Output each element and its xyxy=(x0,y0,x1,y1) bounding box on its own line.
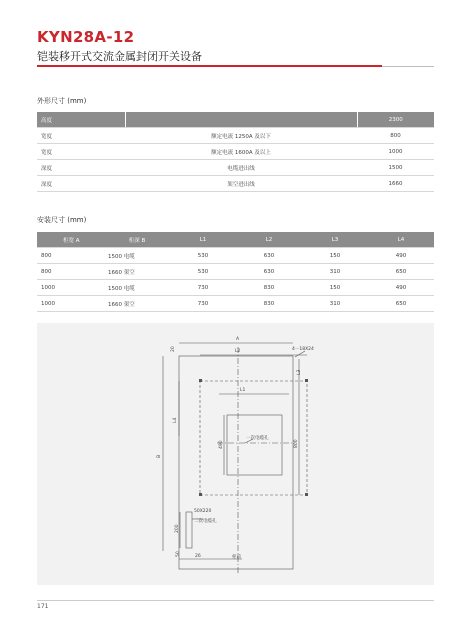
dimensions-header-row xyxy=(37,112,434,128)
footer-rule xyxy=(37,600,434,601)
mounting-hole xyxy=(199,379,202,382)
table-cell: 电缆进出线 xyxy=(125,160,357,176)
table-row xyxy=(37,264,434,280)
table-cell: 650 xyxy=(368,264,434,280)
drawing-label: L3 xyxy=(297,369,302,375)
mounting-hole xyxy=(305,493,308,496)
table-cell: 1500 xyxy=(357,160,434,176)
drawing-label: 50X220 xyxy=(194,509,212,514)
table-cell: 830 xyxy=(236,280,302,296)
drawing-label: 200 xyxy=(175,524,180,533)
table-cell: 1660 架空 xyxy=(104,296,170,312)
table-cell: 800 xyxy=(37,264,104,280)
table-cell: 490 xyxy=(368,280,434,296)
drawing-label: 490 xyxy=(219,440,224,449)
title-rule-extension xyxy=(382,66,434,67)
drawing-label: 50 xyxy=(176,551,181,557)
drawing-label: A xyxy=(236,337,240,342)
title-rule xyxy=(37,65,382,67)
table-cell: 630 xyxy=(236,264,302,280)
table-cell: 1660 架空 xyxy=(104,264,170,280)
drawing-label: L2 xyxy=(235,349,241,354)
table-cell: 150 xyxy=(302,248,368,264)
mounting-hole xyxy=(305,379,308,382)
table-cell: 额定电流 1250A 及以下 xyxy=(125,128,357,144)
table-cell: 800 xyxy=(357,128,434,144)
table-row xyxy=(37,176,434,192)
drawing-label: 4－18X24 xyxy=(292,347,314,352)
header-cell: 柜宽 A xyxy=(37,232,104,248)
drawing-label: B xyxy=(157,454,162,458)
table-cell: 630 xyxy=(236,248,302,264)
table-cell: 额定电流 1600A 及以上 xyxy=(125,144,357,160)
dimensions-table xyxy=(37,112,434,192)
table-cell: 730 xyxy=(170,280,236,296)
table-cell: 架空进出线 xyxy=(125,176,357,192)
table-cell: 1000 xyxy=(37,296,104,312)
drawing-label: 20 xyxy=(171,346,176,352)
header-cell: 柜深 B xyxy=(104,232,170,248)
header-cell: L4 xyxy=(368,232,434,248)
install-header-row xyxy=(37,232,434,248)
header-cell: L3 xyxy=(302,232,368,248)
installation-drawing xyxy=(37,323,434,585)
table-cell: 490 xyxy=(368,248,434,264)
table-cell: 1000 xyxy=(37,280,104,296)
table-cell: 深度 xyxy=(37,176,125,192)
cabinet-outline xyxy=(179,356,293,569)
table-cell: 530 xyxy=(170,248,236,264)
install-table xyxy=(37,232,434,312)
table-cell: 1000 xyxy=(357,144,434,160)
drawing-label: L4 xyxy=(173,417,178,423)
table-row xyxy=(37,128,434,144)
mounting-hole xyxy=(199,493,202,496)
install-section-label: 安装尺寸 (mm) xyxy=(37,216,87,224)
header-cell: L2 xyxy=(236,232,302,248)
table-cell: 650 xyxy=(368,296,434,312)
table-cell: 1500 电缆 xyxy=(104,248,170,264)
table-cell: 310 xyxy=(302,296,368,312)
drawing-label: 一次电缆孔 xyxy=(246,436,269,441)
table-cell: 深度 xyxy=(37,160,125,176)
drawing-label: L1 xyxy=(240,388,246,393)
secondary-cable-hole xyxy=(186,512,192,548)
table-cell: 530 xyxy=(170,264,236,280)
table-cell: 730 xyxy=(170,296,236,312)
foundation-plan-svg xyxy=(37,323,434,585)
table-cell: 830 xyxy=(236,296,302,312)
product-title: KYN28A-12 xyxy=(37,28,135,46)
header-cell xyxy=(125,112,357,128)
drawing-label: 26 xyxy=(195,554,201,559)
table-row xyxy=(37,296,434,312)
drawing-label: 800 xyxy=(294,439,299,448)
product-subtitle: 铠装移开式交流金属封闭开关设备 xyxy=(37,50,202,63)
table-row xyxy=(37,160,434,176)
dimensions-section-label: 外形尺寸 (mm) xyxy=(37,97,87,105)
drawing-label: 二次电缆孔 xyxy=(194,519,217,524)
table-cell: 310 xyxy=(302,264,368,280)
header-cell: 2300 xyxy=(357,112,434,128)
table-row xyxy=(37,144,434,160)
table-row xyxy=(37,280,434,296)
drawing-label: 柜前 xyxy=(232,555,241,560)
header-cell: 高度 xyxy=(37,112,125,128)
page-number: 171 xyxy=(37,603,49,610)
table-cell: 150 xyxy=(302,280,368,296)
table-cell: 1660 xyxy=(357,176,434,192)
table-row xyxy=(37,248,434,264)
table-cell: 1500 电缆 xyxy=(104,280,170,296)
table-cell: 800 xyxy=(37,248,104,264)
header-cell: L1 xyxy=(170,232,236,248)
table-cell: 宽度 xyxy=(37,128,125,144)
table-cell: 宽度 xyxy=(37,144,125,160)
primary-cable-hole xyxy=(227,415,282,475)
